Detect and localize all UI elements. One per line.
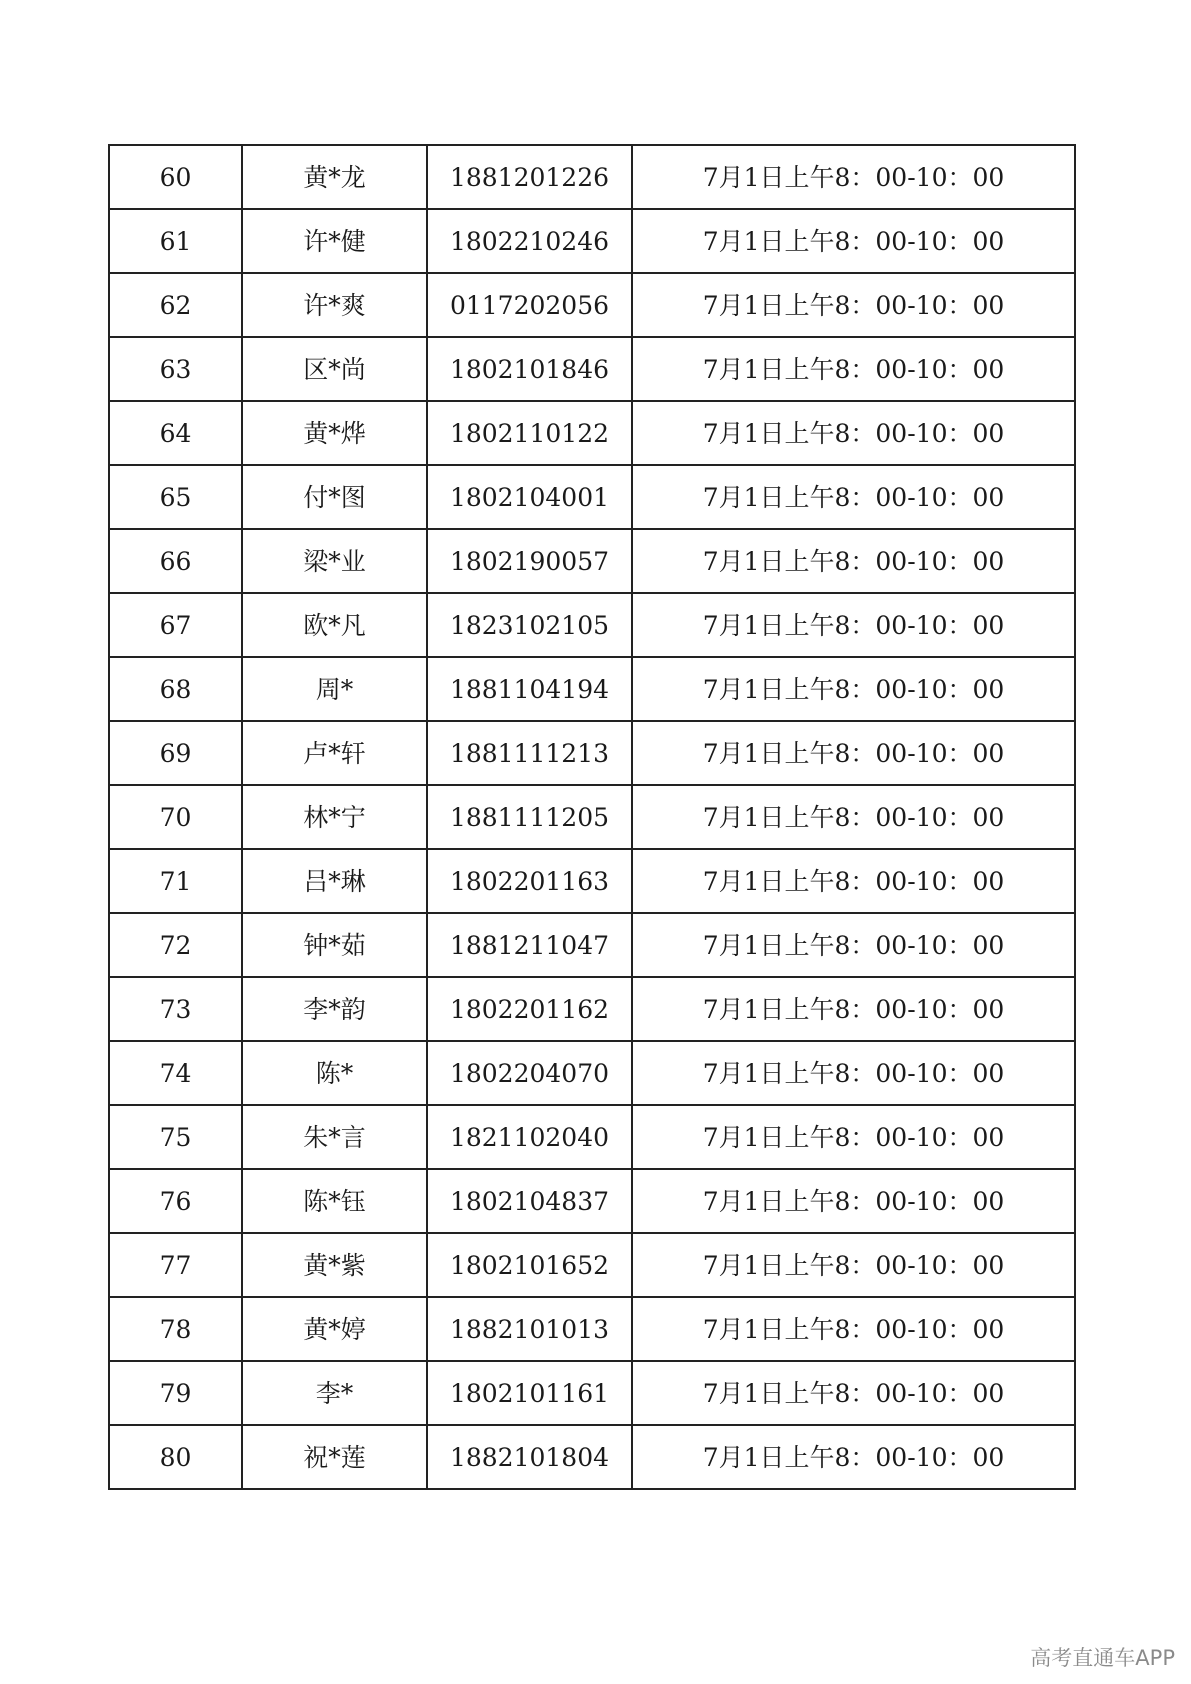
cell-name: 区*尚 xyxy=(242,337,427,401)
cell-id: 1882101013 xyxy=(427,1297,632,1361)
table-row xyxy=(109,977,1075,1041)
table-row xyxy=(109,273,1075,337)
table-row xyxy=(109,785,1075,849)
cell-time: 7月1日上午8：00-10：00 xyxy=(632,849,1075,913)
cell-number: 75 xyxy=(109,1105,242,1169)
cell-name: 许*爽 xyxy=(242,273,427,337)
cell-name: 朱*言 xyxy=(242,1105,427,1169)
cell-name: 吕*琳 xyxy=(242,849,427,913)
cell-name: 李*韵 xyxy=(242,977,427,1041)
cell-time: 7月1日上午8：00-10：00 xyxy=(632,273,1075,337)
cell-number: 71 xyxy=(109,849,242,913)
cell-time: 7月1日上午8：00-10：00 xyxy=(632,1233,1075,1297)
cell-time: 7月1日上午8：00-10：00 xyxy=(632,1297,1075,1361)
cell-number: 74 xyxy=(109,1041,242,1105)
cell-id: 1881211047 xyxy=(427,913,632,977)
cell-name: 陈* xyxy=(242,1041,427,1105)
cell-name: 卢*轩 xyxy=(242,721,427,785)
cell-id: 1802204070 xyxy=(427,1041,632,1105)
cell-id: 1802104001 xyxy=(427,465,632,529)
table-row xyxy=(109,913,1075,977)
cell-number: 67 xyxy=(109,593,242,657)
cell-name: 林*宁 xyxy=(242,785,427,849)
cell-name: 欧*凡 xyxy=(242,593,427,657)
cell-time: 7月1日上午8：00-10：00 xyxy=(632,1105,1075,1169)
cell-id: 1802210246 xyxy=(427,209,632,273)
cell-time: 7月1日上午8：00-10：00 xyxy=(632,209,1075,273)
cell-time: 7月1日上午8：00-10：00 xyxy=(632,785,1075,849)
cell-name: 周* xyxy=(242,657,427,721)
table-row xyxy=(109,1041,1075,1105)
cell-number: 61 xyxy=(109,209,242,273)
cell-id: 1881111213 xyxy=(427,721,632,785)
cell-name: 李* xyxy=(242,1361,427,1425)
cell-number: 62 xyxy=(109,273,242,337)
cell-time: 7月1日上午8：00-10：00 xyxy=(632,1169,1075,1233)
cell-number: 60 xyxy=(109,145,242,209)
cell-id: 1802110122 xyxy=(427,401,632,465)
cell-id: 1881111205 xyxy=(427,785,632,849)
cell-name: 陈*钰 xyxy=(242,1169,427,1233)
cell-time: 7月1日上午8：00-10：00 xyxy=(632,401,1075,465)
cell-number: 64 xyxy=(109,401,242,465)
cell-number: 78 xyxy=(109,1297,242,1361)
cell-id: 0117202056 xyxy=(427,273,632,337)
cell-id: 1802201163 xyxy=(427,849,632,913)
cell-id: 1882101804 xyxy=(427,1425,632,1489)
cell-time: 7月1日上午8：00-10：00 xyxy=(632,529,1075,593)
table-row xyxy=(109,209,1075,273)
cell-number: 73 xyxy=(109,977,242,1041)
cell-number: 79 xyxy=(109,1361,242,1425)
cell-number: 69 xyxy=(109,721,242,785)
cell-name: 付*图 xyxy=(242,465,427,529)
table-row xyxy=(109,1361,1075,1425)
cell-number: 77 xyxy=(109,1233,242,1297)
cell-id: 1821102040 xyxy=(427,1105,632,1169)
cell-id: 1823102105 xyxy=(427,593,632,657)
cell-name: 黄*婷 xyxy=(242,1297,427,1361)
cell-time: 7月1日上午8：00-10：00 xyxy=(632,977,1075,1041)
table-row xyxy=(109,1233,1075,1297)
cell-number: 65 xyxy=(109,465,242,529)
cell-name: 梁*业 xyxy=(242,529,427,593)
table-row xyxy=(109,721,1075,785)
cell-id: 1802190057 xyxy=(427,529,632,593)
cell-name: 祝*莲 xyxy=(242,1425,427,1489)
cell-id: 1802201162 xyxy=(427,977,632,1041)
cell-time: 7月1日上午8：00-10：00 xyxy=(632,465,1075,529)
cell-time: 7月1日上午8：00-10：00 xyxy=(632,721,1075,785)
cell-name: 黄*紫 xyxy=(242,1233,427,1297)
cell-time: 7月1日上午8：00-10：00 xyxy=(632,1361,1075,1425)
roster-body xyxy=(109,145,1075,1489)
cell-number: 80 xyxy=(109,1425,242,1489)
cell-id: 1802101652 xyxy=(427,1233,632,1297)
table-row xyxy=(109,1425,1075,1489)
cell-name: 许*健 xyxy=(242,209,427,273)
cell-number: 63 xyxy=(109,337,242,401)
cell-number: 70 xyxy=(109,785,242,849)
cell-number: 72 xyxy=(109,913,242,977)
cell-id: 1802101161 xyxy=(427,1361,632,1425)
table-row xyxy=(109,145,1075,209)
cell-time: 7月1日上午8：00-10：00 xyxy=(632,145,1075,209)
cell-time: 7月1日上午8：00-10：00 xyxy=(632,1425,1075,1489)
roster-table xyxy=(108,144,1076,1490)
cell-id: 1802101846 xyxy=(427,337,632,401)
cell-name: 黄*龙 xyxy=(242,145,427,209)
table-row xyxy=(109,529,1075,593)
cell-id: 1881104194 xyxy=(427,657,632,721)
table-row xyxy=(109,1169,1075,1233)
cell-time: 7月1日上午8：00-10：00 xyxy=(632,593,1075,657)
cell-id: 1802104837 xyxy=(427,1169,632,1233)
cell-number: 76 xyxy=(109,1169,242,1233)
watermark: 高考直通车APP xyxy=(1030,1646,1175,1670)
table-row xyxy=(109,337,1075,401)
cell-time: 7月1日上午8：00-10：00 xyxy=(632,913,1075,977)
table-row xyxy=(109,849,1075,913)
cell-number: 66 xyxy=(109,529,242,593)
table-row xyxy=(109,401,1075,465)
table-row xyxy=(109,657,1075,721)
cell-time: 7月1日上午8：00-10：00 xyxy=(632,1041,1075,1105)
table-row xyxy=(109,465,1075,529)
cell-name: 黄*烨 xyxy=(242,401,427,465)
cell-time: 7月1日上午8：00-10：00 xyxy=(632,337,1075,401)
roster-sheet xyxy=(108,144,1074,1490)
cell-number: 68 xyxy=(109,657,242,721)
table-row xyxy=(109,593,1075,657)
cell-id: 1881201226 xyxy=(427,145,632,209)
table-row xyxy=(109,1297,1075,1361)
cell-time: 7月1日上午8：00-10：00 xyxy=(632,657,1075,721)
cell-name: 钟*茹 xyxy=(242,913,427,977)
table-row xyxy=(109,1105,1075,1169)
